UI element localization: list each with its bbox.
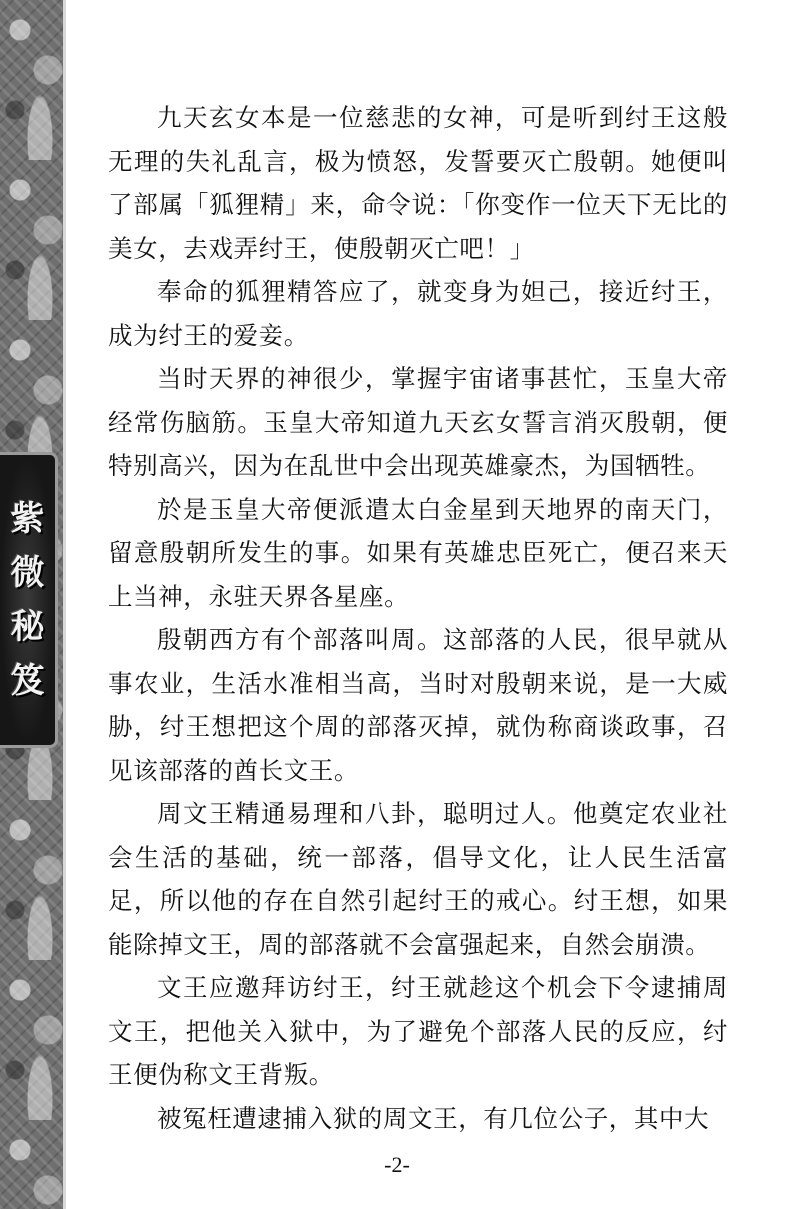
paragraph: 周文王精通易理和八卦，聪明过人。他奠定农业社会生活的基础，统一部落，倡导文化，让人民生活富足，所以他的存在自然引起纣王的戒心。纣王想，如果能除掉文王，周的部落就不会富强起来，自然会崩溃。 <box>108 799 728 959</box>
book-title-char: 微 <box>10 553 45 593</box>
book-title-char: 笈 <box>10 661 45 701</box>
paragraph: 殷朝西方有个部落叫周。这部落的人民，很早就从事农业，生活水准相当高，当时对殷朝来说，是一大威胁，纣王想把这个周的部落灭掉，就伪称商谈政事，召见该部落的酋长文王。 <box>108 625 728 785</box>
decorative-side-band <box>0 0 66 1209</box>
page-number: -2- <box>384 1152 410 1177</box>
paragraph: 奉命的狐狸精答应了，就变身为妲己，接近纣王，成为纣王的爱妾。 <box>108 277 728 350</box>
paragraph: 被冤枉遭逮捕入狱的周文王，有几位公子，其中大 <box>157 1103 710 1133</box>
body-text <box>108 96 728 1140</box>
paragraph: 於是玉皇大帝便派遣太白金星到天地界的南天门，留意殷朝所发生的事。如果有英雄忠臣死亡，便召来天上当神，永驻天界各星座。 <box>108 494 728 611</box>
paragraph: 文王应邀拜访纣王，纣王就趁这个机会下令逮捕周文王，把他关入狱中，为了避免个部落人民的反应，纣王便伪称文王背叛。 <box>108 973 728 1089</box>
paragraph: 当时天界的神很少，掌握宇宙诸事甚忙，玉皇大帝经常伤脑筋。玉皇大帝知道九天玄女誓言消灭殷朝，便特别高兴，因为在乱世中会出现英雄豪杰，为国牺牲。 <box>108 364 728 480</box>
book-title-block <box>0 452 58 748</box>
paragraph: 九天玄女本是一位慈悲的女神，可是听到纣王这般无理的失礼乱言，极为愤怒，发誓要灭亡殷朝。她便叫了部属「狐狸精」来，命令说：「你变作一位天下无比的美女，去戏弄纣王，使殷朝灭亡吧！」 <box>108 103 728 263</box>
book-title-char: 紫 <box>10 499 45 539</box>
book-title-char: 秘 <box>10 607 45 647</box>
